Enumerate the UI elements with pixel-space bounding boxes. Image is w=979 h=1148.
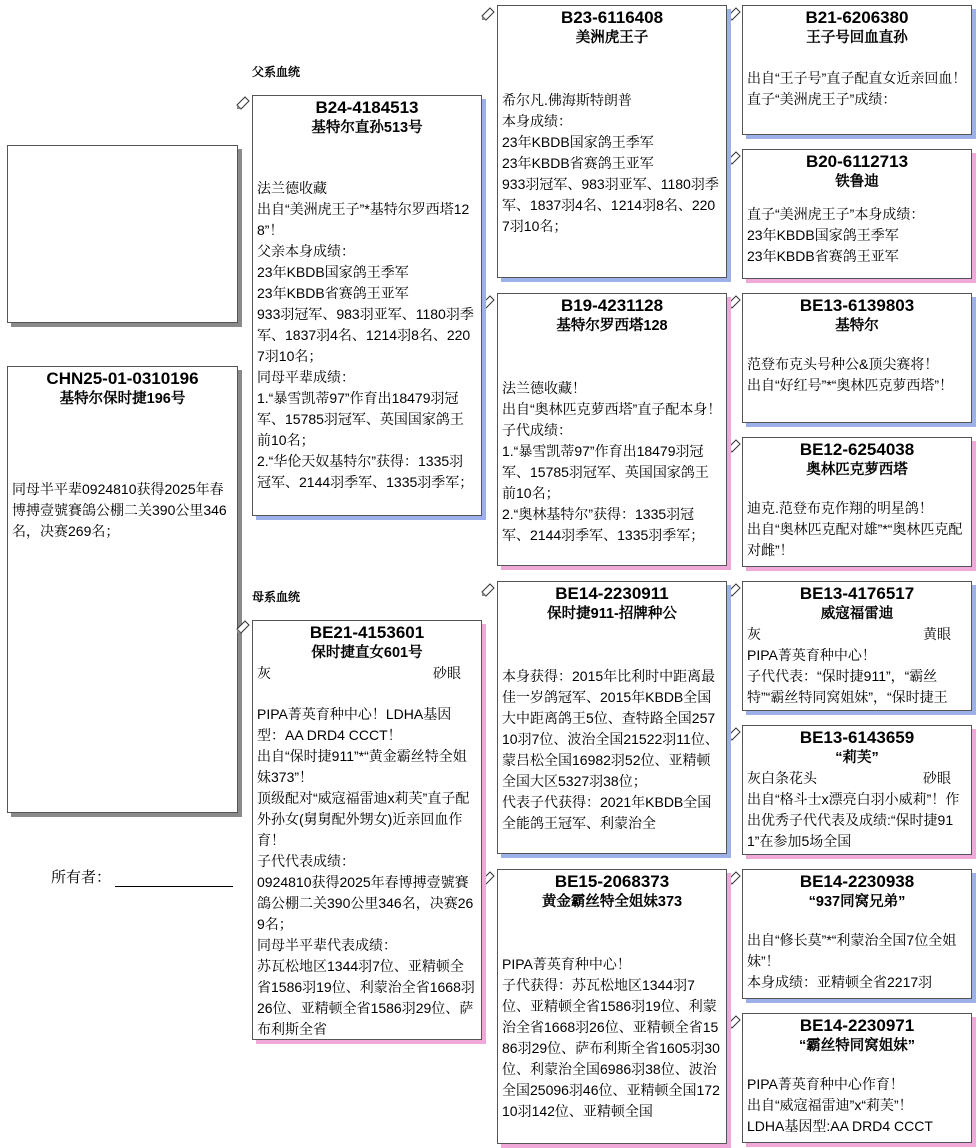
dam-ring-number: BE21-4153601: [309, 623, 425, 642]
edit-pen-icon[interactable]: [481, 871, 495, 885]
dsd-color: 灰白条花头: [747, 770, 817, 786]
dds-ring-number: BE14-2230938: [799, 872, 915, 891]
ds-ring-number: BE14-2230911: [555, 584, 669, 603]
gdd-text: 迪克.范登布克作翔的明星鸽！ 出自“奥林匹克配对雄”*“奥林匹克配对雌”！: [747, 500, 963, 558]
edit-pen-icon[interactable]: [727, 871, 741, 885]
granddam-maternal-card: [497, 869, 727, 1144]
gsd-text: 直子“美洲虎王子”本身成绩： 23年KBDB国家鸽王季军 23年KBDB省赛鸽王亚军: [747, 206, 925, 264]
dam-text: PIPA菁英育种中心！LDHA基因型：AA DRD4 CCCT！ 出自“保时捷911”*“黄金霸丝特全姐妹373”！ 顶级配对“威寇福雷迪x莉芙”直子配外孙女(舅舅配外甥女)近亲回血作育！ 子代代表成绩： 0924810获得2025年春博搏壹號賽鴿公棚二关390公里346名，决赛269名； 同母半平辈代表成绩： 苏瓦松地区1344羽7位、亚精顿全省1586羽19位、利蒙治全省1668羽26位、亚精顿全省1586羽29位、萨布利斯全省: [257, 706, 475, 1037]
dd-text: PIPA菁英育种中心！ 子代获得：苏瓦松地区1344羽7位、亚精顿全省1586羽19位、利蒙治全省1668羽26位、亚精顿全省1586羽29位、萨布利斯全省1605羽30位、利蒙治全国6986羽38位、波治全国25096羽46位、亚精顿全国17210羽142位、亚精顿全国: [502, 956, 720, 1119]
ggp-card-1: [742, 5, 972, 135]
gss-text: 出自“王子号”直子配直女近亲回血！ 直子“美洲虎王子”成绩：: [747, 70, 967, 107]
sire-text: 法兰德收藏 出自“美洲虎王子”*基特尔罗西塔128”！ 父亲本身成绩： 23年KBDB国家鸽王季军 23年KBDB省赛鸽王亚军 933羽冠军、983羽亚军、1180羽季军、1837羽4名、1214羽8名、2207羽10名； 同母平辈成绩： 1.“暴雪凯蒂97”作育出18479羽冠军、15785羽冠军、英国国家鸽王前10名； 2.“华伦天奴基特尔”获得：1335羽冠军、2144羽季军、1335羽季军；: [257, 180, 474, 490]
gs-text: 希尔凡.佛海斯特朗普 本身成绩： 23年KBDB国家鸽王季军 23年KBDB省赛鸽王亚军 933羽冠军、983羽亚军、1180羽季军、1837羽4名、1214羽8名、2207羽10名；: [502, 92, 719, 234]
gs-ring-number: B23-6116408: [560, 8, 664, 27]
dam-card: [252, 620, 482, 1040]
ggp-card-3: [742, 293, 972, 423]
dsd-eye: 砂眼: [923, 770, 951, 786]
dsd-color-eye-row: [743, 768, 971, 789]
subject-name: 基特尔保时捷196号: [59, 391, 186, 407]
dds-text: 出自“修长莫”*“利蒙治全国7位全姐妹”！ 本身成绩：亚精顿全省2217羽: [747, 932, 957, 990]
gd-ring-number: B19-4231128: [560, 296, 664, 315]
dd-name: 黄金霸丝特全姐妹373: [541, 894, 683, 910]
dam-eye: 砂眼: [433, 665, 461, 681]
ddd-name: “霸丝特同窝姐妹”: [799, 1038, 915, 1054]
edit-pen-icon[interactable]: [727, 439, 741, 453]
edit-pen-icon[interactable]: [481, 7, 495, 21]
gsd-name: 铁鲁迪: [835, 174, 879, 190]
ggp-card-6: [742, 725, 972, 855]
gds-ring-number: BE13-6139803: [799, 296, 915, 315]
dds-name: “937同窝兄弟”: [808, 894, 906, 910]
sire-ring-number: B24-4184513: [315, 98, 419, 117]
granddam-paternal-card: [497, 293, 727, 566]
dss-color-eye-row: [743, 624, 971, 645]
gds-text: 范登布克头号种公&顶尖赛将！ 出自“好红号”*“奥林匹克萝西塔”！: [747, 356, 954, 393]
sire-card: [252, 95, 482, 516]
ggp-card-2: [742, 149, 972, 279]
dam-color-eye-row: [253, 663, 481, 684]
owner-label: 所有者：: [51, 869, 112, 886]
sire-name: 基特尔直孙513号: [311, 120, 423, 136]
subject-ring-number: CHN25-01-0310196: [46, 369, 199, 388]
dsd-name: “莉芙”: [835, 750, 879, 766]
edit-pen-icon[interactable]: [727, 151, 741, 165]
grandsire-maternal-card: [497, 581, 727, 854]
ddd-text: PIPA菁英育种中心作育！ 出自“威寇福雷迪”x“莉芙”！ LDHA基因型:AA DRD4 CCCT: [747, 1076, 933, 1134]
gs-name: 美洲虎王子: [575, 30, 649, 46]
dss-color: 灰: [747, 626, 761, 642]
dsd-text: 出自“格斗士x漂亮白羽小威莉”！作出优秀子代代表及成绩:“保时捷911”在参加5场全国: [747, 791, 960, 849]
edit-pen-icon[interactable]: [727, 727, 741, 741]
edit-pen-icon[interactable]: [481, 295, 495, 309]
subject-card: [7, 366, 238, 813]
edit-pen-icon[interactable]: [727, 583, 741, 597]
gss-ring-number: B21-6206380: [805, 8, 909, 27]
ggp-card-4: [742, 437, 972, 567]
gd-text: 法兰德收藏！ 出自“奥林匹克萝西塔”直子配本身！ 子代成绩： 1.“暴雪凯蒂97”作育出18479羽冠军、15785羽冠军、英国国家鸽王前10名； 2.“奥林基特尔”获得：1335羽冠军、2144羽季军、1335羽季军；: [502, 380, 722, 543]
owner-blank-line: [115, 874, 233, 887]
dss-eye: 黄眼: [923, 626, 951, 642]
paternal-label: 父系血统: [252, 65, 301, 79]
gds-name: 基特尔: [835, 318, 879, 334]
ddd-ring-number: BE14-2230971: [799, 1016, 915, 1035]
edit-pen-icon[interactable]: [236, 96, 250, 110]
owner-field: [51, 866, 233, 887]
dam-color: 灰: [257, 665, 271, 681]
gdd-ring-number: BE12-6254038: [799, 440, 915, 459]
gd-name: 基特尔罗西塔128: [556, 318, 668, 334]
dss-name: 威寇福雷迪: [820, 606, 894, 622]
ggp-card-5: [742, 581, 972, 711]
maternal-label: 母系血统: [252, 590, 301, 604]
ds-text: 本身获得：2015年比利时中距离最佳一岁鸽冠军、2015年KBDB全国大中距离鸽王5位、查特路全国25710羽7位、波治全国21522羽11位、蒙吕松全国16982羽52位、亚精顿全国大区5327羽38位； 代表子代获得：2021年KBDB全国全能鸽王冠军、利蒙治全: [502, 668, 719, 831]
dss-text: PIPA菁英育种中心！ 子代代表：“保时捷911”，“霸丝特”“霸丝特同窝姐妹”，“保时捷王: [747, 647, 948, 705]
edit-pen-icon[interactable]: [727, 295, 741, 309]
dss-ring-number: BE13-4176517: [799, 584, 915, 603]
edit-pen-icon[interactable]: [236, 620, 250, 634]
gsd-ring-number: B20-6112713: [805, 152, 909, 171]
ds-name: 保时捷911-招牌种公: [547, 606, 677, 622]
edit-pen-icon[interactable]: [727, 1015, 741, 1029]
dam-name: 保时捷直女601号: [311, 645, 423, 661]
ggp-card-8: [742, 1013, 972, 1143]
photo-frame: [7, 145, 238, 323]
edit-pen-icon[interactable]: [481, 583, 495, 597]
dsd-ring-number: BE13-6143659: [799, 728, 915, 747]
gdd-name: 奥林匹克萝西塔: [806, 462, 908, 478]
ggp-card-7: [742, 869, 972, 999]
subject-text: 同母半平辈0924810获得2025年春博搏壹號賽鴿公棚二关390公里346名，决赛269名；: [12, 481, 227, 539]
dd-ring-number: BE15-2068373: [554, 872, 670, 891]
gss-name: 王子号回血直孙: [806, 30, 908, 46]
grandsire-paternal-card: [497, 5, 727, 278]
edit-pen-icon[interactable]: [727, 7, 741, 21]
